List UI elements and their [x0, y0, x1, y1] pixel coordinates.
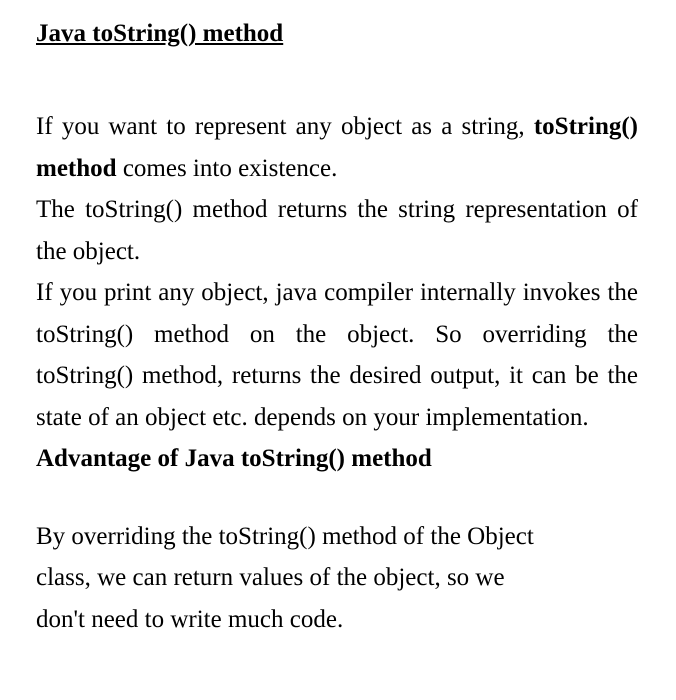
advantage-line-1: By overriding the toString() method of the Object	[36, 522, 534, 550]
intro-text-end: comes into existence.	[116, 154, 338, 182]
paragraph-intro	[36, 106, 638, 189]
paragraph-returns: The toString() method returns the string representation of the object.	[36, 196, 638, 265]
advantage-line-3: don't need to write much code.	[36, 605, 344, 633]
section-heading-advantage: Advantage of Java toString() method	[36, 445, 432, 472]
advantage-line-2: class, we can return values of the object, so we	[36, 564, 505, 591]
paragraph-print: If you print any object, java compiler internally invokes the toString() method on the object. So overriding the toString() method, returns the desired output, it can be the state of an object etc. depends on your implementation.	[36, 279, 638, 431]
intro-bold-term: toString() method	[36, 113, 638, 182]
page-title: Java toString() method	[36, 20, 284, 47]
intro-text-start: If you want to represent any object as a string,	[36, 113, 534, 140]
paragraph-advantage	[36, 516, 638, 641]
document-page	[36, 14, 638, 640]
